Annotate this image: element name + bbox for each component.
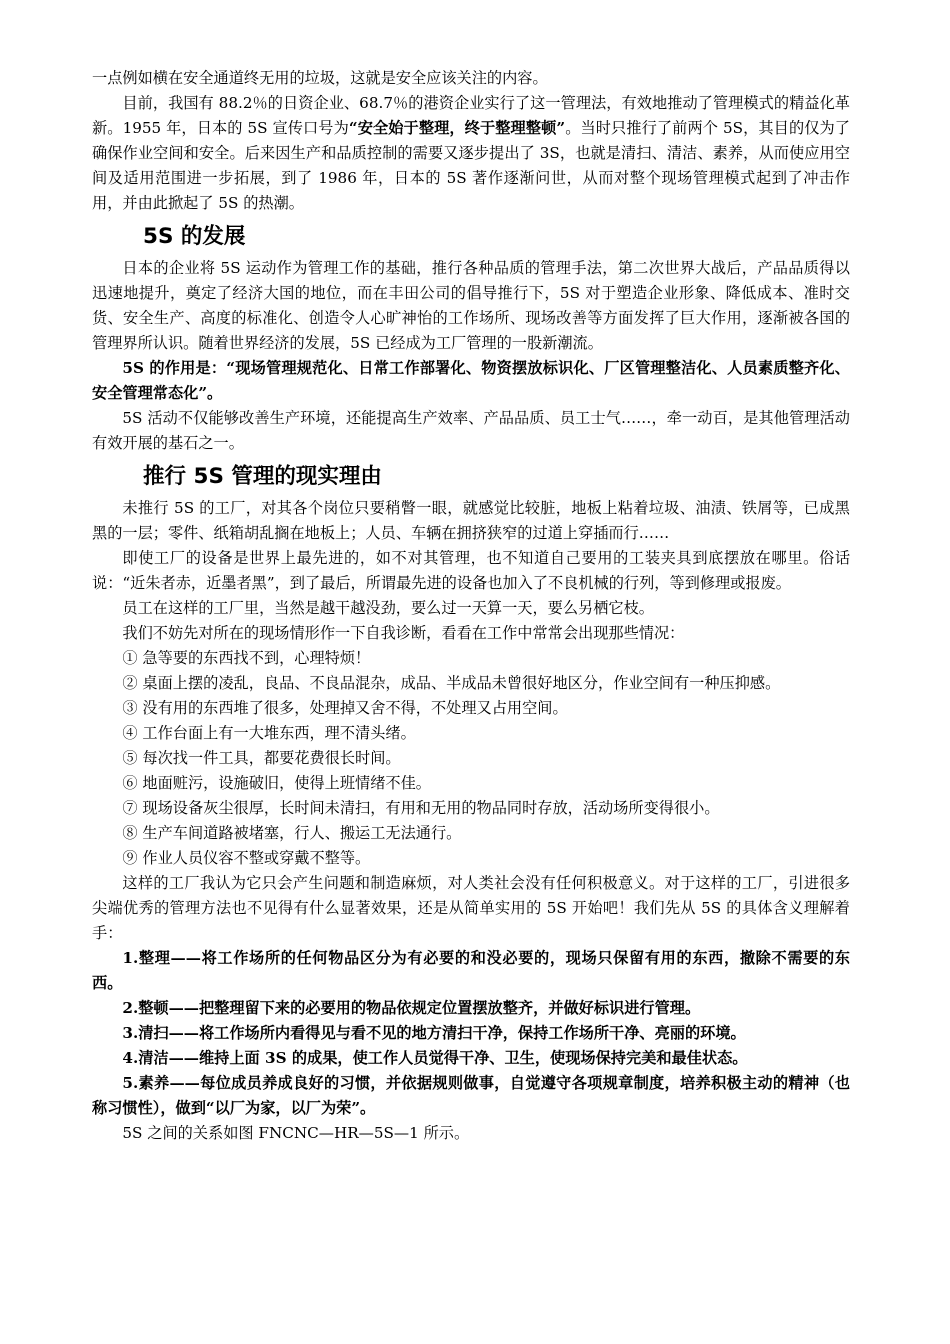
section-heading-development: 5S 的发展 — [143, 224, 246, 249]
list-item: ② 桌面上摆的凌乱，良品、不良品混杂，成品、半成品未曾很好地区分，作业空间有一种压抑感。 — [122, 674, 781, 692]
list-item: ④ 工作台面上有一大堆东西，理不清头绪。 — [122, 724, 416, 742]
paragraph-reasons-5: 这样的工厂我认为它只会产生问题和制造麻烦，对人类社会没有任何积极意义。对于这样的工厂，引进很多尖端优秀的管理方法也不见得有什么显著效果，还是从简单实用的 5S 开始吧！我们先从 5S 的具体含义理解着手： — [92, 874, 850, 942]
list-item: ③ 没有用的东西堆了很多，处理掉又舍不得，不处理又占用空间。 — [122, 699, 568, 717]
paragraph-reasons-4: 我们不妨先对所在的现场情形作一下自我诊断，看看在工作中常常会出现那些情况： — [122, 624, 685, 642]
paragraph-reasons-3: 员工在这样的工厂里，当然是越干越没劲，要么过一天算一天，要么另栖它枝。 — [122, 599, 654, 617]
paragraph-history — [92, 91, 850, 216]
paragraph-figure-reference: 5S 之间的关系如图 FNCNC—HR—5S—1 所示。 — [122, 1124, 470, 1142]
paragraph-history-text-1: 目前，我国有 88.2％的日资企业、68.7％的港资企业实行了这一管理法，有效地推动了管理模式的精益化革新。1955 年，日本的 5S 宣传口号为 — [92, 94, 850, 137]
paragraph-intro-continuation: 一点例如横在安全通道终无用的垃圾，这就是安全应该关注的内容。 — [92, 69, 548, 87]
list-item: ① 急等要的东西找不到，心理特烦！ — [122, 649, 371, 667]
list-item: ⑥ 地面赃污，设施破旧，使得上班情绪不佳。 — [122, 774, 431, 792]
section-heading-reasons: 推行 5S 管理的现实理由 — [143, 464, 382, 489]
paragraph-history-text-2: 。当时只推行了前两个 5S，其目的仅为了确保作业空间和安全。后来因生产和品质控制的需要又逐步提出了 3S，也就是清扫、清洁、素养，从而使应用空间及适用范围进一步拓展，到了 1986 年，日本的 5S 著作逐渐问世，从而对整个现场管理模式起到了冲击作用，并由此掀起了 5S 的热潮。 — [92, 119, 850, 212]
definition-seiso: 3.清扫——将工作场所内看得见与看不见的地方清扫干净，保持工作场所干净、亮丽的环境。 — [122, 1024, 746, 1042]
definition-shitsuke: 5.素养——每位成员养成良好的习惯，并依据规则做事，自觉遵守各项规章制度，培养积极主动的精神（也称习惯性），做到“以厂为家，以厂为荣”。 — [92, 1074, 850, 1117]
paragraph-5s-function: 5S 的作用是：“现场管理规范化、日常工作部署化、物资摆放标识化、厂区管理整洁化、人员素质整齐化、安全管理常态化”。 — [92, 359, 850, 402]
paragraph-development: 日本的企业将 5S 运动作为管理工作的基础，推行各种品质的管理手法，第二次世界大战后，产品品质得以迅速地提升，奠定了经济大国的地位，而在丰田公司的倡导推行下，5S 对于塑造企业形象、降低成本、准时交货、安全生产、高度的标准化、创造令人心旷神怡的工作场所、现场改善等方面发挥了巨大作用，逐渐被各国的管理界所认识。随着世界经济的发展，5S 已经成为工厂管理的一股新潮流。 — [92, 259, 850, 352]
list-item: ⑧ 生产车间道路被堵塞，行人、搬运工无法通行。 — [122, 824, 462, 842]
definition-seiri: 1.整理——将工作场所的任何物品区分为有必要的和没必要的，现场只保留有用的东西，撤除不需要的东西。 — [92, 949, 850, 992]
slogan-text: “安全始于整理，终于整理整顿” — [348, 119, 566, 137]
list-item: ⑤ 每次找一件工具，都要花费很长时间。 — [122, 749, 401, 767]
definition-list — [92, 946, 850, 1121]
paragraph-reasons-2: 即使工厂的设备是世界上最先进的，如不对其管理，也不知道自己要用的工装夹具到底摆放在哪里。俗话说：“近朱者赤，近墨者黑”，到了最后，所谓最先进的设备也加入了不良机械的行列，等到修理或报废。 — [92, 549, 850, 592]
situation-list — [92, 646, 850, 871]
definition-seiton: 2.整顿——把整理留下来的必要用的物品依规定位置摆放整齐，并做好标识进行管理。 — [122, 999, 701, 1017]
paragraph-reasons-1: 未推行 5S 的工厂，对其各个岗位只要稍瞥一眼，就感觉比较脏，地板上粘着垃圾、油渍、铁屑等，已成黑黑的一层；零件、纸箱胡乱搁在地板上；人员、车辆在拥挤狭窄的过道上穿插而行…… — [92, 499, 850, 542]
paragraph-5s-benefits: 5S 活动不仅能够改善生产环境，还能提高生产效率、产品品质、员工士气……，牵一动百，是其他管理活动有效开展的基石之一。 — [92, 409, 850, 452]
list-item: ⑦ 现场设备灰尘很厚，长时间未清扫，有用和无用的物品同时存放，活动场所变得很小。 — [122, 799, 720, 817]
list-item: ⑨ 作业人员仪容不整或穿戴不整等。 — [122, 849, 371, 867]
document-body — [92, 66, 850, 1146]
definition-seiketsu: 4.清洁——维持上面 3S 的成果，使工作人员觉得干净、卫生，使现场保持完美和最佳状态。 — [122, 1049, 748, 1067]
